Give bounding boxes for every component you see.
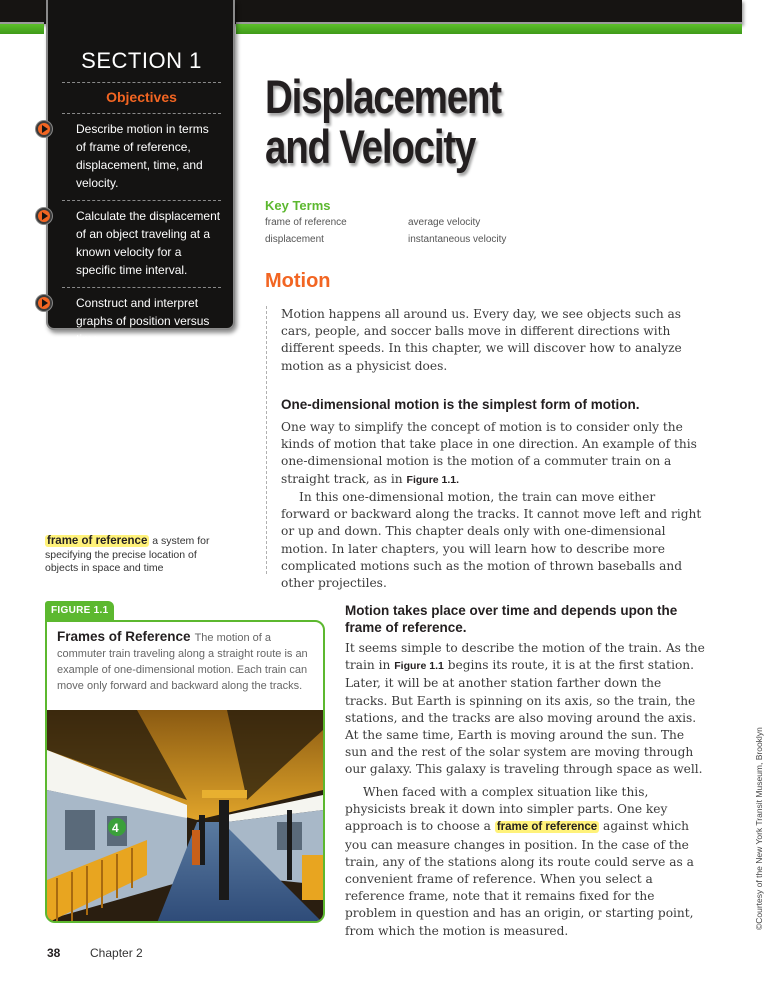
page-number: 38: [47, 946, 61, 960]
paragraph: In this one-dimensional motion, the train can move either forward or backward along the tracks. It cannot move left and right or up and down. This chapter deals only with one-dimensional motion. In later chapters, you will learn how to describe more complicated motions such as the motion of thrown baseballs and other projectiles.: [281, 490, 702, 591]
paragraph: [345, 784, 705, 940]
section-title: SECTION 1: [81, 48, 202, 73]
figure-caption-title: Frames of Reference: [57, 629, 191, 644]
header-green-stripe-right: [236, 24, 742, 34]
paragraph-text: One way to simplify the concept of motion is to consider only the kinds of motion that take place in one direction. An example of this one-dimensional motion is the motion of a commuter train on a straight track, as in: [281, 420, 697, 486]
objective-item: [62, 120, 221, 192]
title-line-1: Displacement: [265, 70, 501, 123]
margin-definition: [45, 535, 225, 576]
figure-caption: [47, 622, 323, 712]
objective-text: Calculate the displacement of an object traveling at a known velocity for a specific time interval.: [76, 209, 221, 277]
key-terms-label: Key Terms: [265, 198, 331, 213]
subheading-one-dimensional: One-dimensional motion is the simplest form of motion.: [281, 397, 640, 412]
divider: [62, 82, 221, 83]
glossary-term: frame of reference: [47, 535, 148, 547]
paragraph-text: against which you can measure changes in position. In the case of the train, any of the stations along its route could serve as a convenient frame of reference. When you select a reference frame, note that it remains fixed for the problem in question and has an origin, or starting point, from which the motion is measured.: [345, 819, 694, 938]
paragraph: [345, 640, 705, 779]
key-terms-block: [265, 198, 685, 248]
section-objectives-panel: [46, 0, 235, 346]
glossary-definition: a system for specifying the precise location of objects in space and time: [45, 535, 210, 574]
key-term: instantaneous velocity: [408, 234, 507, 245]
divider: [62, 113, 221, 114]
title-line-2: and Velocity: [265, 120, 476, 173]
subheading-frame-of-reference: Motion takes place over time and depends upon the frame of reference.: [345, 603, 678, 635]
key-term: frame of reference: [265, 217, 347, 228]
objective-item: [62, 294, 221, 348]
key-term: average velocity: [408, 217, 481, 228]
key-term: displacement: [265, 234, 324, 245]
header-green-stripe-left: [0, 24, 44, 34]
paragraph-text: begins its route, it is at the first station. Later, it will be at another station farther down the tracks. But Earth is spinning on its axis, so the train, the stations, and the tracks are also moving around the axis. At the same time, Earth is moving around the sun. The sun and the rest of the solar system are moving through our galaxy. This galaxy is traveling through space as well.: [345, 658, 703, 777]
paragraph-text: When faced with a complex situation like this, physicists break it down into simpler parts. One key approach is to choose a: [345, 785, 668, 834]
divider: [62, 200, 221, 201]
paragraph: [281, 419, 705, 489]
figure-label-tab: FIGURE 1.1: [45, 601, 114, 620]
page-title: [265, 72, 501, 172]
objective-text: Describe motion in terms of frame of reference, displacement, time, and velocity.: [76, 122, 209, 190]
play-arrow-bullet-icon: [36, 121, 52, 137]
dotted-margin-rule: [266, 306, 267, 574]
chapter-label: Chapter 2: [90, 946, 143, 960]
train-route-number: 4: [112, 821, 119, 835]
figure-reference-link[interactable]: Figure 1.1.: [406, 473, 460, 486]
objective-text: Construct and interpret graphs of position versus time.: [76, 296, 210, 346]
intro-paragraph: Motion happens all around us. Every day, we see objects such as cars, people, and soccer balls move in different directions with different speeds. In this chapter, we will discover how to analyze motion as a physicist does.: [281, 307, 682, 373]
objective-item: [62, 207, 221, 279]
motion-heading: Motion: [265, 270, 331, 292]
glossary-term-highlight[interactable]: frame of reference: [496, 821, 598, 834]
figure-caption-text: The motion of a commuter train traveling along a straight route is an example of one-dimensional motion. Each train can move only forward and backward along the tracks.: [57, 632, 308, 692]
figure-box: [45, 620, 325, 923]
divider: [62, 287, 221, 288]
figure-reference-link[interactable]: Figure 1.1: [394, 660, 444, 673]
play-arrow-bullet-icon: [36, 208, 52, 224]
play-arrow-bullet-icon: [36, 295, 52, 311]
subway-platform-photo: [47, 710, 323, 923]
objectives-label: Objectives: [106, 89, 177, 105]
paragraph-text: It seems simple to describe the motion of the train. As the train in: [345, 641, 705, 673]
photo-credit: ©Courtesy of the New York Transit Museum, Brooklyn: [754, 727, 764, 930]
